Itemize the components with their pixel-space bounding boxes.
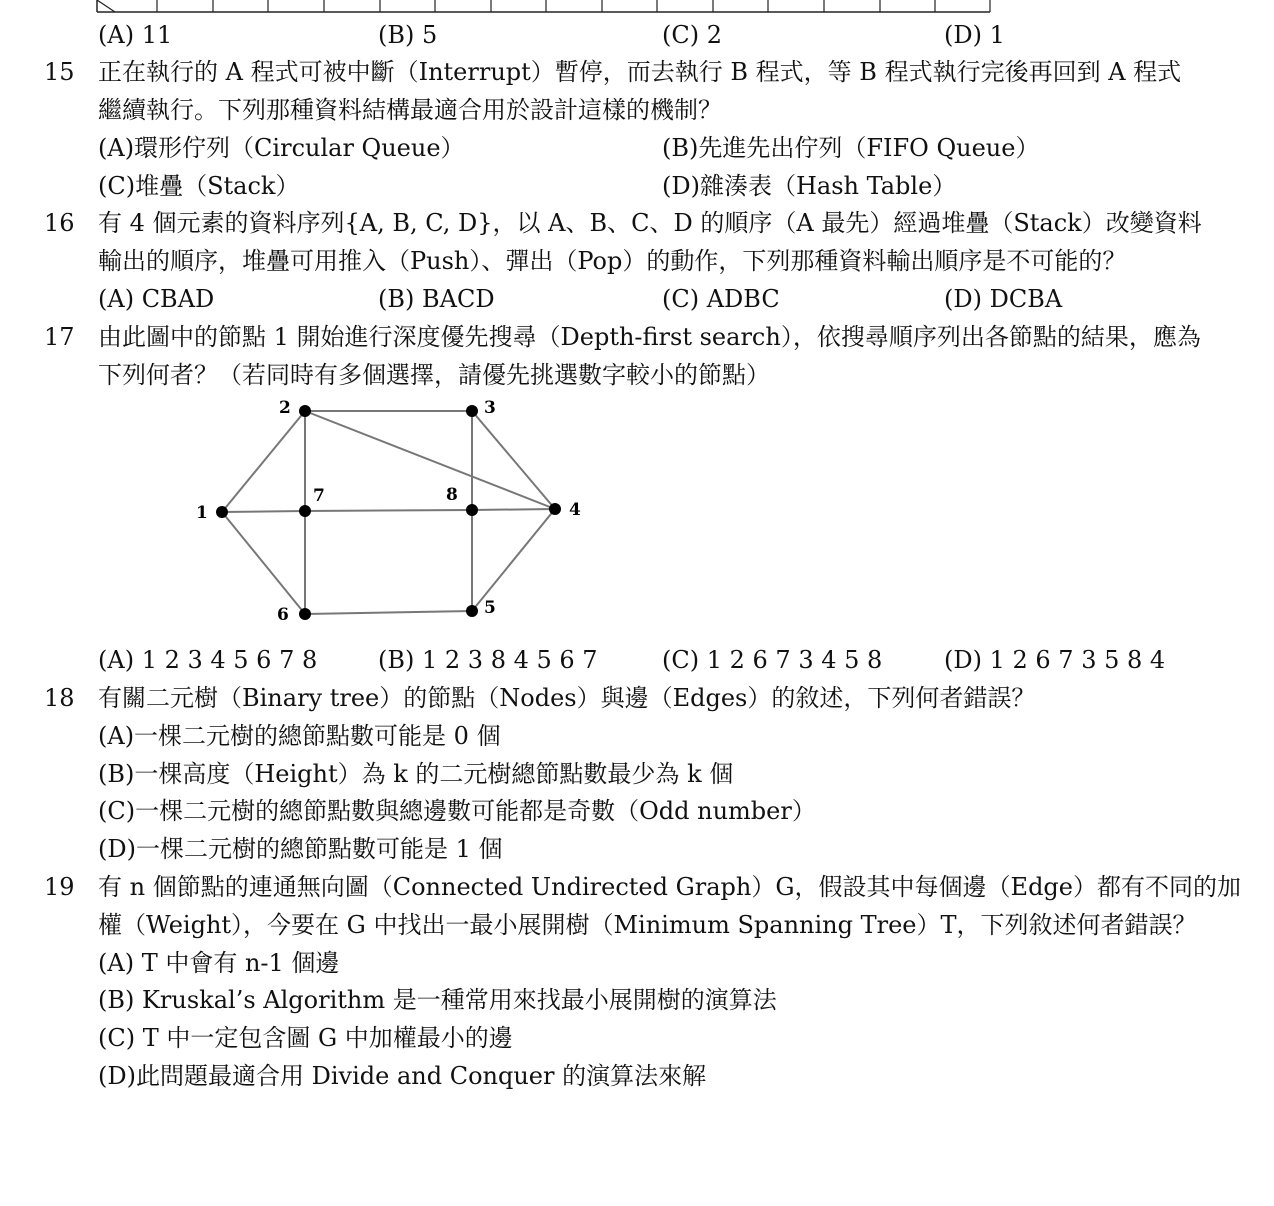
- q16-stem-line2: 輸出的順序，堆疊可用推入（Push）、彈出（Pop）的動作，下列那種資料輸出順序是不可能的？: [98, 247, 1127, 275]
- graph-edge-4-5: [472, 509, 555, 611]
- q18-stem-line1: 有關二元樹（Binary tree）的節點（Nodes）與邊（Edges）的敘述，下列何者錯誤？: [98, 684, 1036, 712]
- q19-stem-line2: 權（Weight），今要在 G 中找出一最小展開樹（Minimum Spanning Tree）T，下列敘述何者錯誤？: [98, 911, 1197, 939]
- q18-option-c: (C)一棵二元樹的總節點數與總邊數可能都是奇數（Odd number）: [98, 797, 816, 825]
- graph-node-label-6: 6: [277, 605, 289, 625]
- previous-question-table: [0, 0, 1274, 14]
- q16-option-d: (D) DCBA: [944, 285, 1063, 313]
- graph-node-4: [549, 503, 561, 515]
- graph-node-label-4: 4: [569, 500, 581, 520]
- q14-option-c: (C) 2: [662, 21, 722, 49]
- q18-option-a: (A)一棵二元樹的總節點數可能是 0 個: [98, 722, 501, 750]
- graph-node-8: [466, 504, 478, 516]
- graph-edge-1-6: [222, 512, 305, 614]
- q16-option-b: (B) BACD: [378, 285, 495, 313]
- graph-node-label-2: 2: [279, 398, 291, 418]
- q16-option-c: (C) ADBC: [662, 285, 780, 313]
- graph-node-label-3: 3: [484, 398, 496, 418]
- q19-option-c: (C) T 中一定包含圖 G 中加權最小的邊: [98, 1024, 513, 1052]
- dfs-graph-diagram: [180, 395, 600, 625]
- q19-option-d: (D)此問題最適合用 Divide and Conquer 的演算法來解: [98, 1062, 707, 1090]
- graph-node-7: [299, 505, 311, 517]
- graph-node-label-5: 5: [484, 598, 496, 618]
- q15-option-c: (C)堆疊（Stack）: [98, 172, 300, 200]
- q15-number: 15: [44, 58, 75, 86]
- q15-stem-line1: 正在執行的 A 程式可被中斷（Interrupt）暫停，而去執行 B 程式，等 B 程式執行完後再回到 A 程式: [98, 58, 1182, 86]
- q19-number: 19: [44, 873, 75, 901]
- q17-stem-line1: 由此圖中的節點 1 開始進行深度優先搜尋（Depth-first search），依搜尋順序列出各節點的結果，應為: [98, 323, 1201, 351]
- graph-node-2: [299, 405, 311, 417]
- q19-option-b: (B) Kruskal’s Algorithm 是一種常用來找最小展開樹的演算法: [98, 986, 777, 1014]
- graph-edge-3-4: [472, 411, 555, 509]
- graph-edge-7-8: [305, 510, 472, 511]
- q17-option-c: (C) 1 2 6 7 3 4 5 8: [662, 646, 883, 674]
- graph-node-1: [216, 506, 228, 518]
- q19-option-a: (A) T 中會有 n-1 個邊: [98, 949, 340, 977]
- q18-option-d: (D)一棵二元樹的總節點數可能是 1 個: [98, 835, 503, 863]
- q17-stem-line2: 下列何者？（若同時有多個選擇，請優先挑選數字較小的節點）: [98, 361, 770, 389]
- graph-edge-2-4: [305, 411, 555, 509]
- q14-option-b: (B) 5: [378, 21, 438, 49]
- q17-option-a: (A) 1 2 3 4 5 6 7 8: [98, 646, 318, 674]
- q17-number: 17: [44, 323, 75, 351]
- q17-option-d: (D) 1 2 6 7 3 5 8 4: [944, 646, 1166, 674]
- graph-edge-1-7: [222, 511, 305, 512]
- graph-node-label-1: 1: [196, 503, 208, 523]
- graph-node-6: [299, 608, 311, 620]
- q18-option-b: (B)一棵高度（Height）為 k 的二元樹總節點數最少為 k 個: [98, 760, 734, 788]
- q16-option-a: (A) CBAD: [98, 285, 215, 313]
- graph-edge-5-6: [305, 611, 472, 614]
- graph-node-label-7: 7: [313, 486, 325, 506]
- graph-edges: [222, 411, 555, 614]
- q14-option-a: (A) 11: [98, 21, 173, 49]
- q15-option-d: (D)雜湊表（Hash Table）: [662, 172, 957, 200]
- q19-stem-line1: 有 n 個節點的連通無向圖（Connected Undirected Graph）G，假設其中每個邊（Edge）都有不同的加: [98, 873, 1241, 901]
- graph-node-label-8: 8: [446, 485, 458, 505]
- q15-stem-line2: 繼續執行。下列那種資料結構最適合用於設計這樣的機制？: [98, 96, 722, 124]
- q16-stem-line1: 有 4 個元素的資料序列{A, B, C, D}，以 A、B、C、D 的順序（A 最先）經過堆疊（Stack）改變資料: [98, 209, 1202, 237]
- q15-option-b: (B)先進先出佇列（FIFO Queue）: [662, 134, 1040, 162]
- q17-option-b: (B) 1 2 3 8 4 5 6 7: [378, 646, 598, 674]
- q14-option-d: (D) 1: [944, 21, 1005, 49]
- q18-number: 18: [44, 684, 75, 712]
- graph-edge-1-2: [222, 411, 305, 512]
- graph-node-5: [466, 605, 478, 617]
- graph-edge-4-8: [472, 509, 555, 510]
- graph-node-3: [466, 405, 478, 417]
- q16-number: 16: [44, 209, 75, 237]
- q15-option-a: (A)環形佇列（Circular Queue）: [98, 134, 465, 162]
